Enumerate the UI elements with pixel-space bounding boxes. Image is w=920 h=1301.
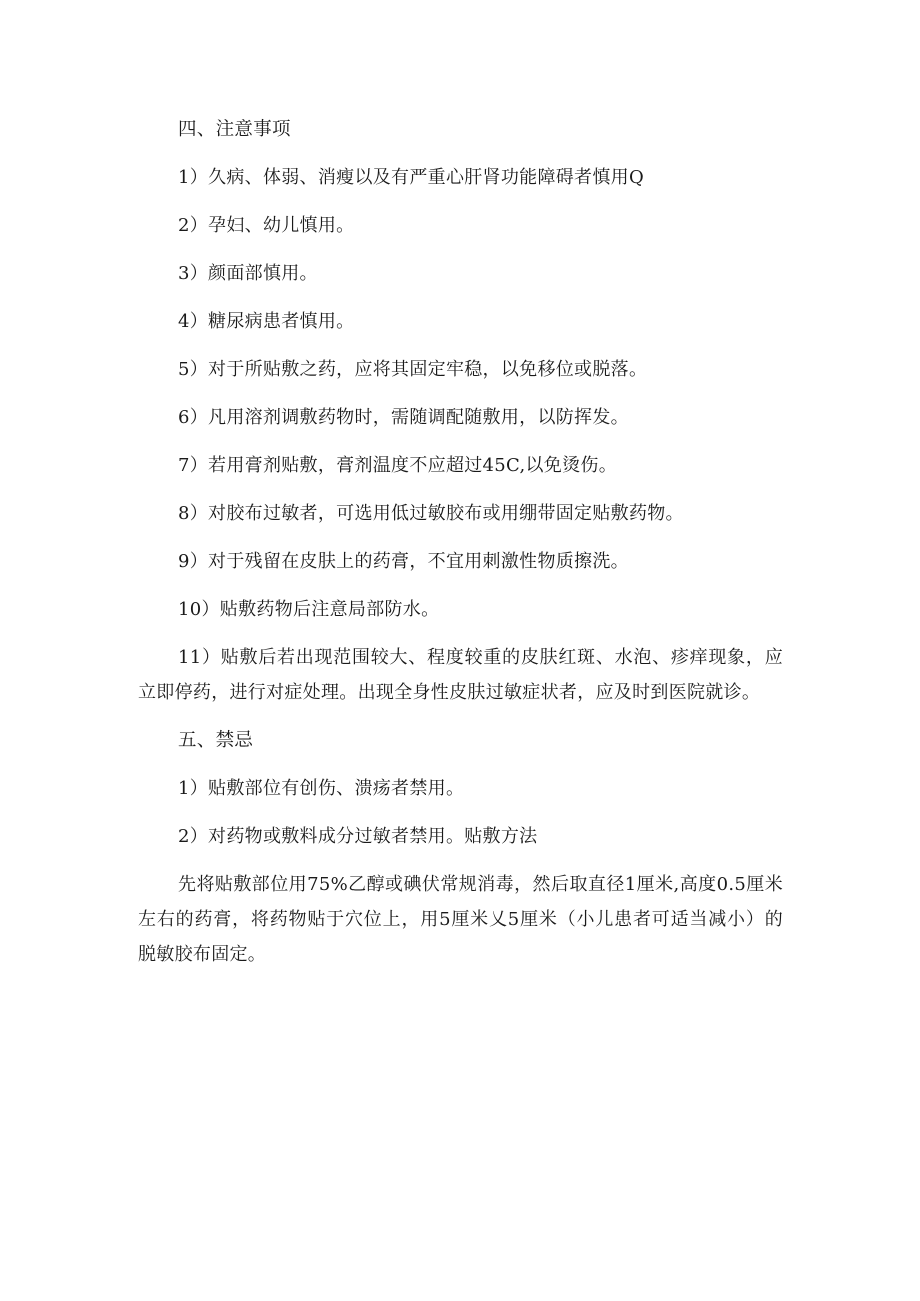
- precaution-item-3: 3）颜面部慎用。: [178, 263, 318, 284]
- document-body: [138, 112, 783, 985]
- application-method-paragraph: 先将贴敷部位用75%乙醇或碘伏常规消毒，然后取直径1厘米,高度0.5厘米左右的药膏，将药物贴于穴位上，用5厘米乂5厘米（小儿患者可适当减小）的脱敏胶布固定。: [138, 874, 783, 965]
- precaution-item-5: 5）对于所贴敷之药，应将其固定牢稳，以免移位或脱落。: [178, 359, 648, 380]
- precaution-item-2: 2）孕妇、幼儿慎用。: [178, 215, 355, 236]
- precaution-item-4: 4）糖尿病患者慎用。: [178, 311, 355, 332]
- precaution-item-9: 9）对于残留在皮肤上的药膏，不宜用刺激性物质擦洗。: [178, 551, 629, 572]
- precaution-item-8: 8）对胶布过敏者，可选用低过敏胶布或用绷带固定贴敷药物。: [178, 503, 684, 524]
- section-heading-precautions: 四、注意事项: [178, 119, 291, 140]
- section-heading-contraindications: 五、禁忌: [178, 730, 254, 751]
- precaution-item-11: 11）贴敷后若出现范围较大、程度较重的皮肤红斑、水泡、疹痒现象，应立即停药，进行对症处理。出现全身性皮肤过敏症状者，应及时到医院就诊。: [138, 647, 783, 703]
- contraindication-item-1: 1）贴敷部位有创伤、溃疡者禁用。: [178, 778, 465, 799]
- precaution-item-1: 1）久病、体弱、消瘦以及有严重心肝肾功能障碍者慎用Q: [178, 167, 645, 188]
- precaution-item-7: 7）若用膏剂贴敷，膏剂温度不应超过45C,以免烫伤。: [178, 455, 618, 476]
- contraindication-item-2: 2）对药物或敷料成分过敏者禁用。贴敷方法: [178, 826, 538, 847]
- precaution-item-6: 6）凡用溶剂调敷药物时，需随调配随敷用，以防挥发。: [178, 407, 629, 428]
- precaution-item-10: 10）贴敷药物后注意局部防水。: [178, 599, 440, 620]
